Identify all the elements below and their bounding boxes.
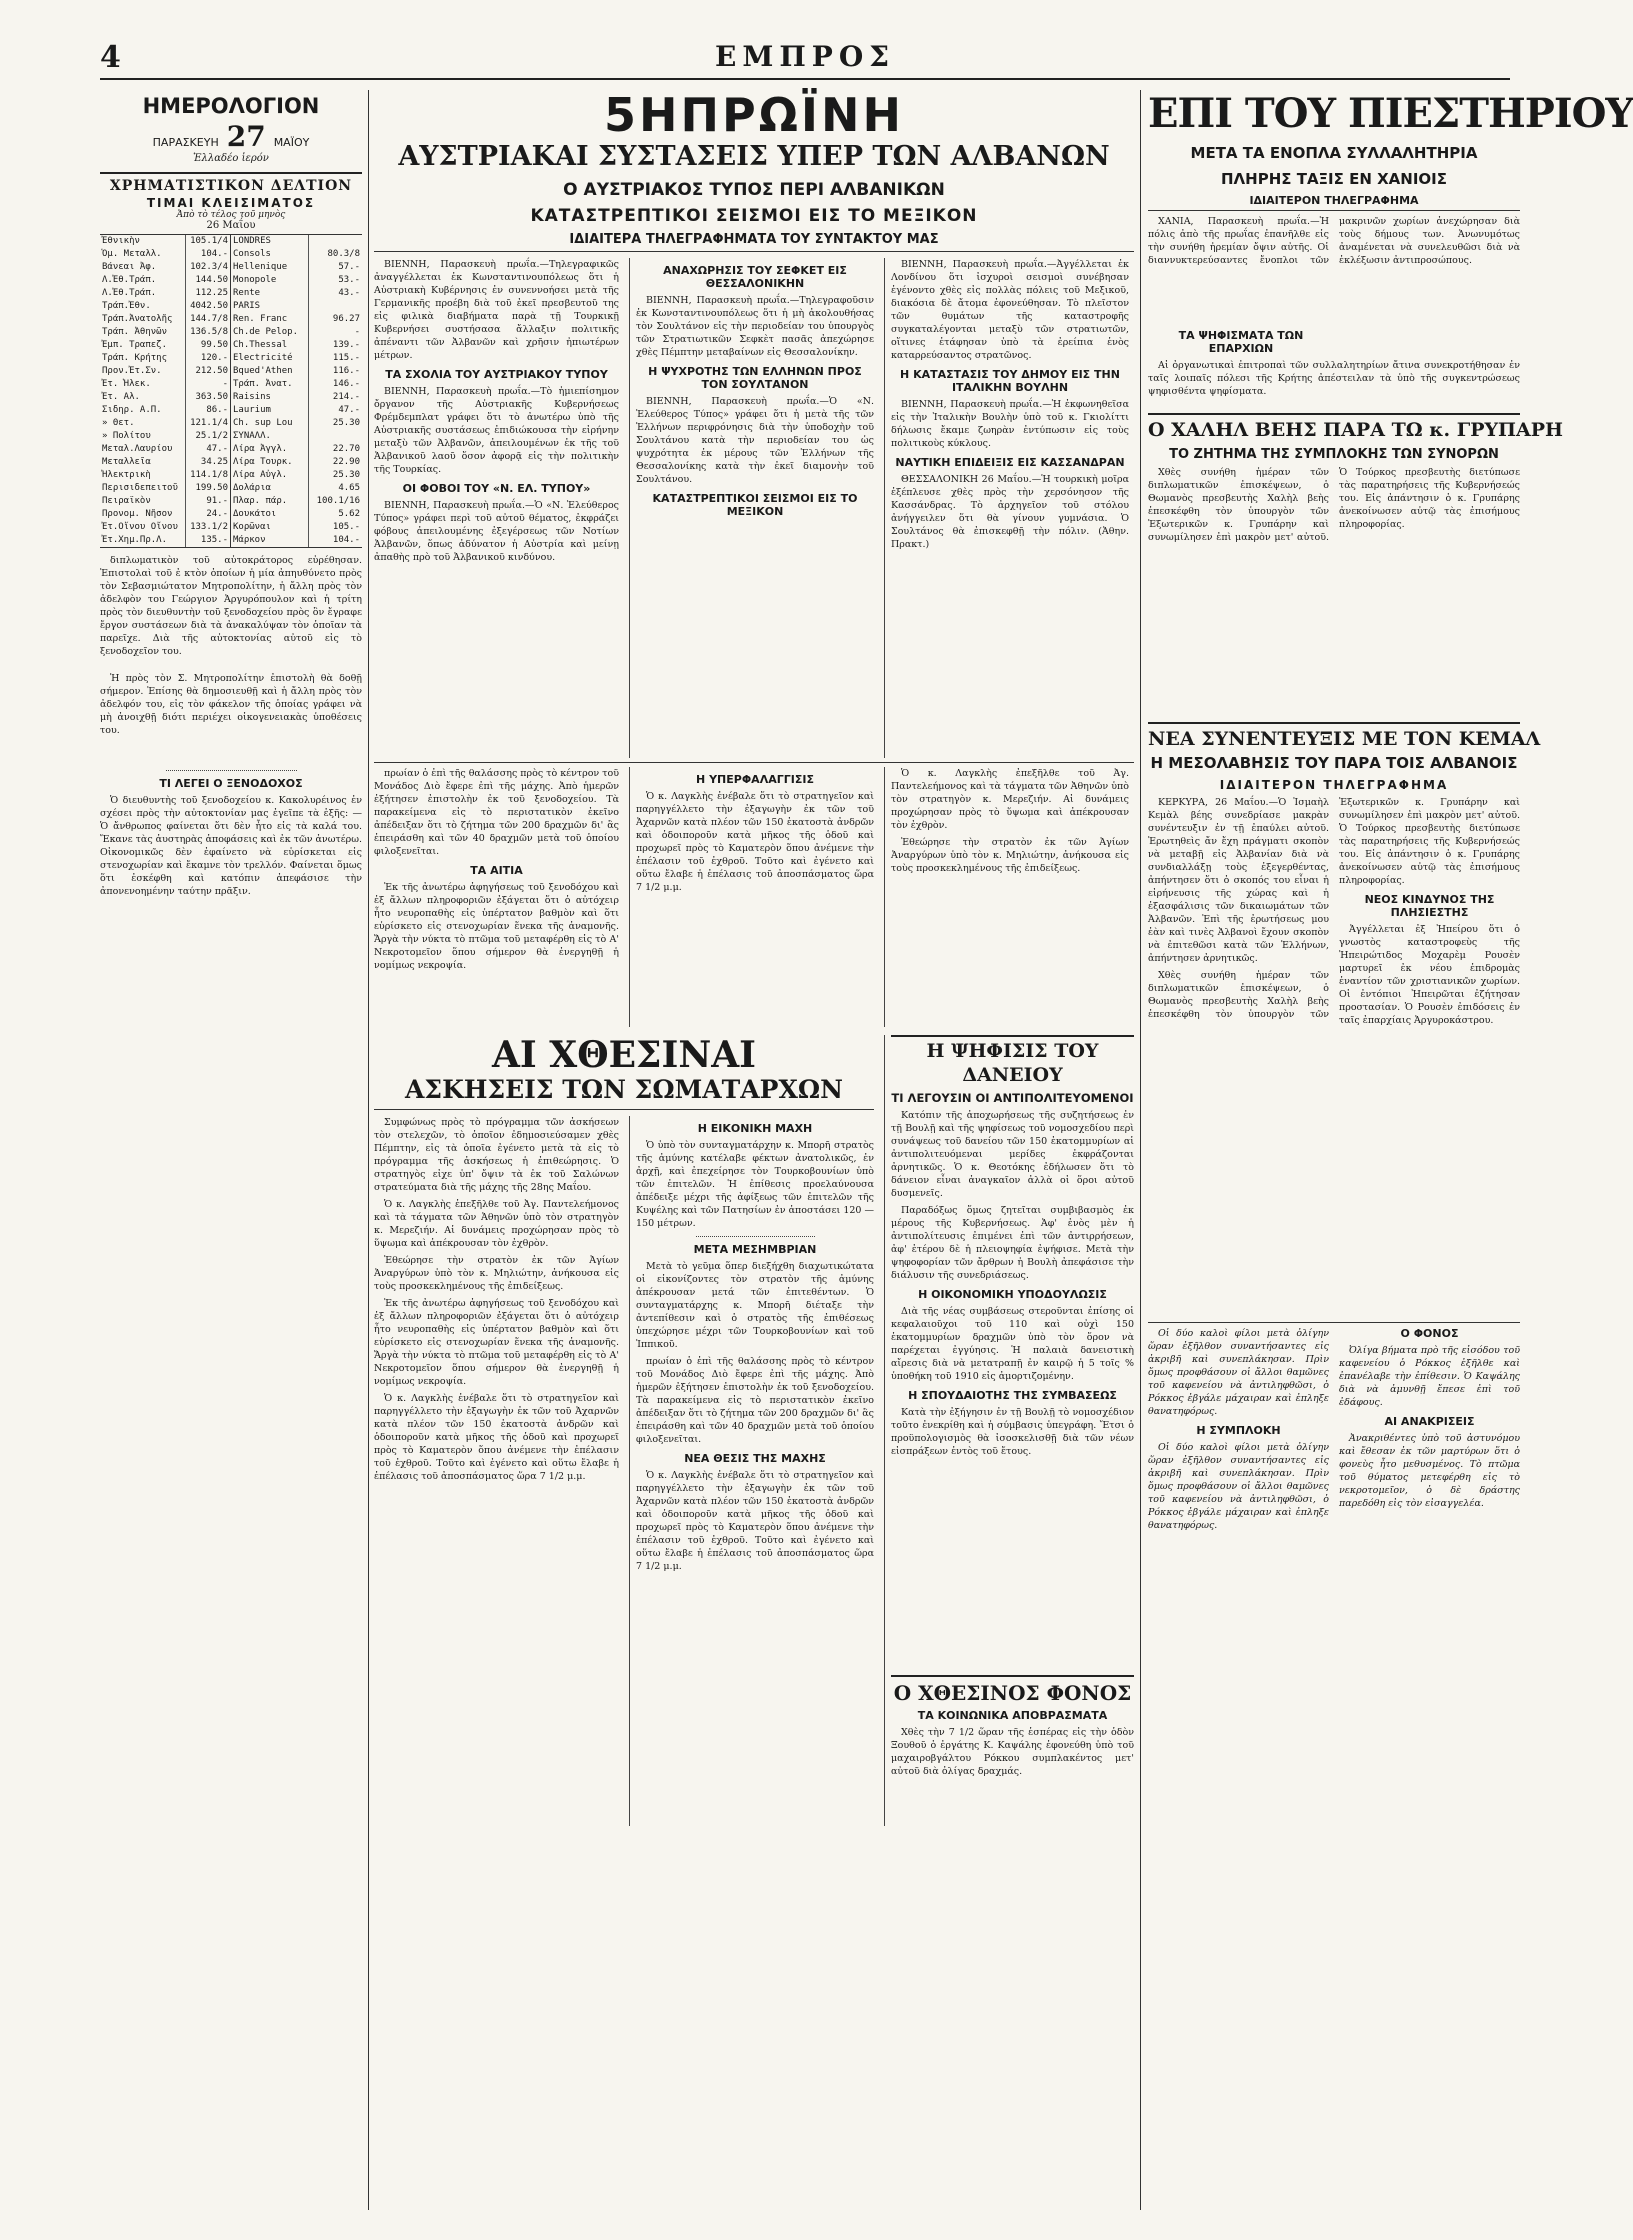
chania-paragraph: ΧΑΝΙΑ, Παρασκευὴ πρωΐα.—Ἡ πόλις ἀπὸ τῆς πρωΐας ἐπανῆλθε εἰς τὴν συνήθη ἠρεμίαν ὄψιν αὐτῆς. Οἱ διαννυκτερεύσαντες ἔνοπλοι τῶν μακρινῶν χωρίων ἀνεχώρησαν διὰ τοὺς δήμους των. Ἀνωνυμότως ἀναμένεται νὰ συνελευθῶσι διὰ νὰ ἐκλέξωσιν ἀντιπροσώπους. — [1148, 216, 1520, 266]
mesimvria-paragraph-2: πρωίαν ὁ ἐπὶ τῆς θαλάσσης πρὸς τὸ κέντρον τοῦ Μονάδος Διὸ ἔφερε ἐπὶ τῆς μάχης. Ἀπὸ ἡμερῶν ἐξήτησεν ἐπιστολὴν ἐκ τοῦ ξενοδοχείου. Τὰ παρακείμενα εἰς τὸ περιστατικὸν ἐκεῖνο ἀπέδειξαν ὅτι τὸ ζήτημα τῶν 200 δραχμῶν δι' ἃς ἐπειράσθη καὶ τῶν 40 δραχμῶν μετὰ τοῦ ὁποίου φιλοξενεῖται. — [636, 1356, 874, 1445]
market-price: 86.- — [206, 405, 228, 415]
market-price: 96.27 — [332, 314, 360, 324]
market-price: 47.- — [338, 405, 360, 415]
main-byline: ΙΔΙΑΙΤΕΡΑ ΤΗΛΕΓΡΑΦΗΜΑΤΑ ΤΟΥ ΣΥΝΤΑΚΤΟΥ ΜΑΣ — [374, 232, 1134, 252]
oikon-paragraph: Διὰ τῆς νέας συμβάσεως στεροῦνται ἐπίσης οἱ κεφαλαιοῦχοι τοῦ 110 καὶ οὐχὶ 150 ἑκατομμυρίων δραχμῶν ὑπὸ τὸν ὅρον νὰ παρέχεται ἐγγύησις. Ἡ παλαιὰ δανειστικὴ αἴρεσις διὰ νὰ μετατραπῇ ἐν καιρῷ ἡ 5 τοῖς % ὑποθήκη τοῦ 1910 εἰς ἀμορτιζομένην. — [891, 1306, 1134, 1382]
market-row — [100, 508, 231, 521]
main-sub1: Ο ΑΥΣΤΡΙΑΚΟΣ ΤΥΠΟΣ ΠΕΡΙ ΑΛΒΑΝΙΚΩΝ — [563, 180, 945, 200]
market-price: 5.62 — [338, 509, 360, 519]
market-price: 116.- — [332, 366, 360, 376]
subcol-e — [629, 767, 874, 1027]
market-row — [231, 417, 362, 430]
exercise-paragraph-5: Ὁ κ. Λαγκλὴς ἐνέβαλε ὅτι τὸ στρατηγεῖον καὶ παρηγγέλλετο τὴν ἐξαγωγὴν ἐκ τῶν τοῦ Ἀχαρνῶν κατὰ πλέον τῶν 150 ἑκατοστὰ ἀνδρῶν καὶ ὁδοιποροῦν κατὰ μῆκος τῆς ὁδοῦ καὶ προχωρεῖ πρὸς τὸ Καματερὸν ὅπου ἀνέμενε τὴν ἐπέλασιν τοῦ ἐχθροῦ. Τοῦτο καὶ ἐγένετο καὶ οὕτω ἔλαβε ἡ ἐπέλασις τοῦ ἀποσπάσματος ὥρα 7 1/2 μ.μ. — [374, 1393, 619, 1482]
market-price: 135.- — [200, 535, 228, 545]
market-subtitle: ΤΙΜΑΙ ΚΛΕΙΣΙΜΑΤΟΣ — [146, 196, 316, 210]
market-price: 199.50 — [195, 483, 228, 493]
kemal-title: ΝΕΑ ΣΥΝΕΝΤΕΥΞΙΣ ΜΕ ΤΟΝ ΚΕΜΑΛ — [1148, 722, 1520, 750]
market-price: 25.1/2 — [195, 431, 228, 441]
subcol-f — [884, 767, 1129, 1027]
market-name: Ἐτ. Αλ. — [100, 391, 185, 404]
calendar-title: ΗΜΕΡΟΛΟΓΙΟΝ — [142, 94, 320, 118]
market-price: 4.65 — [338, 483, 360, 493]
calendar-daynum: 27 — [226, 120, 266, 153]
market-name: Προν.Ἐτ.Σν. — [100, 365, 185, 378]
spoud-title: Η ΣΠΟΥΔΑΙΟΤΗΣ ΤΗΣ ΣΥΜΒΑΣΕΩΣ — [908, 1389, 1117, 1402]
loan-section — [884, 1035, 1134, 1826]
calendar-day: ΠΑΡΑΣΚΕΥΗ — [152, 136, 219, 149]
murder-title: Ο ΧΘΕΣΙΝΟΣ ΦΟΝΟΣ — [891, 1675, 1134, 1705]
calendar-month: ΜΑΪΟΥ — [273, 136, 310, 149]
story-austria-3: ΒΙΕΝΝΗ, Παρασκευὴ πρωΐα.—Ὁ «Ν. Ἐλεύθερος Τύπος» γράφει περὶ τοῦ αὐτοῦ θέματος, ἐκφράζει φόβους ἀπειλουμένης ἐξεγέρσεως τῶν Νοτίων Ἀλβανῶν, ὅπως ἀδύνατον ἡ Αὐστρία καὶ μείνῃ ἀπαθὴς πρὸ τοῦ Ἀλβανικοῦ κινδύνου. — [374, 500, 619, 563]
market-price: 22.90 — [332, 457, 360, 467]
exercise-title-2: ΑΣΚΗΣΕΙΣ ΤΩΝ ΣΩΜΑΤΑΡΧΩΝ — [374, 1075, 874, 1110]
market-price: 120.- — [200, 353, 228, 363]
market-name: Πειραϊκὸν — [100, 495, 185, 508]
market-price: 53.- — [338, 275, 360, 285]
murder-paragraph: Χθὲς τὴν 7 1/2 ὥραν τῆς ἑσπέρας εἰς τὴν ὁδὸν Ξουθοῦ ὁ ἐργάτης Κ. Καψάλης ἐφονεύθη ὑπὸ τοῦ μαχαιροβγάλτου Ρόκκου συμπλακέντος μετ' αὐτοῦ διὰ ὀλίγας δραχμάς. — [891, 1727, 1134, 1777]
suicide-paragraph-2: Ἡ πρὸς τὸν Σ. Μητροπολίτην ἐπιστολὴ θὰ δοθῇ σήμερον. Ἐπίσης θὰ δημοσιευθῇ καὶ ἡ ἄλλη πρὸς τὸν ἀδελφόν του, εἰς τὸν φάκελον τῆς ὁποίας γράφει νὰ μὴ ἀνοιχθῇ διότι περιέχει οἰκογενειακὰς ὑποθέσεις του. — [100, 673, 362, 736]
column-calendar — [100, 90, 362, 2210]
market-name: Rente — [231, 287, 309, 300]
hotel-paragraph: Ὁ διευθυντὴς τοῦ ξενοδοχείου κ. Κακολυρέινος ἐν σχέσει πρὸς τὴν αὐτοκτονίαν μας ἐγεῖπε τὰ ἑξῆς: — Ὁ ἄνθρωπος φαίνεται ὅτι δὲν ἦτο εἰς τὰ καλά του. Ἔκανε τὰς ἀυστηρὰς ἀποφάσεις καὶ ἐκ τῶν ἀνωτέρω. Οἰκονομικῶς δὲν ἐφαίνετο νὰ εὑρίσκεται εἰς στενοχωρίαν καὶ ἔκαμνε τὸν τρελλόν. Φαίνεται ὅμως ὅτι ἐσκέφθη καὶ κατόπιν ἀπεφάσισε τὴν ἀπονενοημένην ταύτην πρᾶξιν. — [100, 795, 362, 897]
market-price: - — [222, 379, 228, 389]
market-row — [231, 287, 362, 300]
halil-paragraph: Χθὲς συνήθη ἡμέραν τῶν διπλωματικῶν ἐπισκέψεων, ὁ Θωμανὸς πρεσβευτὴς Χαλὴλ βεὴς ἐπεσκέφθη τὸν ὑπουργὸν τῶν Ἐξωτερικῶν κ. Γρυπάρην καὶ συνωμίλησεν ἐπὶ μακρὸν μετ' αὐτοῦ. Ὁ Τούρκος πρεσβευτὴς διετύπωσε τὰς παρατηρήσεις τῆς Κυβερνήσεώς του. Εἰς ἀπάντησιν ὁ κ. Γρυπάρης ἀνεκοίνωσεν αὐτῷ τὰς ἐπισήμους πληροφορίας. — [1148, 467, 1520, 543]
market-name: » Θετ. — [100, 417, 185, 430]
nea-thesis-title: ΝΕΑ ΘΕΣΙΣ ΤΗΣ ΜΑΧΗΣ — [684, 1452, 826, 1465]
market-price: 212.50 — [195, 366, 228, 376]
market-name: Bqued'Athen — [231, 365, 309, 378]
market-row — [100, 287, 231, 300]
masthead: ΕΜΠΡΟΣ — [714, 40, 896, 73]
loan-paragraph-1: Κατόπιν τῆς ἀποχωρήσεως τῆς συζητήσεως ἐν τῇ Βουλῇ καὶ τῆς ψηφίσεως τοῦ νομοσχεδίου περὶ συνάψεως τοῦ δανείου τῶν 150 ἑκατομμυρίων αἱ ἀντιπολιτευόμεναι μερίδες ἐκφράζονται ἀρνητικῶς. Ὁ κ. Θεοτόκης ἐδήλωσεν ὅτι τὸ δάνειον εἶναι ἀναγκαῖον ἀλλὰ οἱ ὅροι αὐτοῦ δυσμενεῖς. — [891, 1110, 1134, 1199]
main-headline: ΑΥΣΤΡΙΑΚΑΙ ΣΥΣΤΑΣΕΙΣ ΥΠΕΡ ΤΩΝ ΑΛΒΑΝΩΝ — [398, 141, 1110, 172]
kindynos-title: ΝΕΟΣ ΚΙΝΔΥΝΟΣ ΤΗΣ ΠΛΗΣΙΕΣΤΗΣ — [1364, 893, 1495, 919]
market-row — [231, 404, 362, 417]
spoud-paragraph: Κατὰ τὴν ἐξήγησιν ἐν τῇ Βουλῇ τὸ νομοσχέδιον τοῦτο ἐνεκρίθη καὶ ἡ σύμβασις ὑπεγράφη. Ἔτσι ὁ προϋπολογισμὸς θὰ ἰσοσκελισθῇ διὰ τῶν νέων εἰσπράξεων ἐντὸς τοῦ ἔτους. — [891, 1407, 1134, 1457]
market-price: 105.- — [332, 522, 360, 532]
eikoniki-paragraph: Ὁ ὑπὸ τὸν συνταγματάρχην κ. Μπορῆ στρατὸς τῆς ἀμύνης κατέλαβε φέκτων ἀνατολικῶς, ἐν ἀρχῇ, καὶ ἐπεχείρησε τὸν Τουρκοβουνίων ὑπὸ τῶν ἐπιτελῶν. Ἡ ἐπίθεσις προελαύνουσα ἀπέδειξε μέχρι τῆς ἀφίξεως τῶν ἐπιτελῶν τῆς Κυψέλης καὶ τῶν Πατησίων ἐν ἀποστάσει 120 — 150 μέτρων. — [636, 1140, 874, 1229]
market-row — [231, 274, 362, 287]
story-earthquake-title: ΚΑΤΑΣΤΡΕΠΤΙΚΟΙ ΣΕΙΣΜΟΙ ΕΙΣ ΤΟ ΜΕΞΙΚΟΝ — [652, 492, 858, 518]
market-name: Ἐθνικὴν — [100, 235, 185, 248]
market-name: Προνομ. Νῆσον — [100, 508, 185, 521]
market-price: 80.3/8 — [327, 249, 360, 259]
anakr-title: ΑΙ ΑΝΑΚΡΙΣΕΙΣ — [1384, 1415, 1475, 1428]
market-row — [231, 482, 362, 495]
right-sub1: ΜΕΤΑ ΤΑ ΕΝΟΠΛΑ ΣΥΛΛΑΛΗΤΗΡΙΑ — [1190, 144, 1478, 162]
exercise-col-2 — [629, 1116, 874, 1826]
calendar-note: Ἑλλαδέο ἱερόν — [193, 153, 269, 164]
mesimvria-paragraph: Μετὰ τὸ γεῦμα ὅπερ διεξήχθη διαχωτικώτατα οἱ εἰκονίζοντες τὸν στρατὸν τῆς ἀμύνης ἀπέκρουσαν μετά τῶν ἐπιτεθέντων. Ὁ συνταγματάρχης κ. Μπορῆ διέταξε τὴν ἀντεπίθεσιν καὶ ὁ στρατὸς τῆς ἐπιθέσεως ὑπεχώρησε μέχρι τῶν Τουρκοβουνίων καὶ τοῦ Ἰππικοῦ. — [636, 1261, 874, 1350]
market-name: Hellenique — [231, 261, 309, 274]
market-row — [100, 261, 231, 274]
lower-right-story — [1148, 1327, 1520, 1747]
market-price: 24.- — [206, 509, 228, 519]
exercise-section — [374, 1035, 874, 1826]
market-price: 47.- — [206, 444, 228, 454]
mesimvria-title: ΜΕΤΑ ΜΕΣΗΜΒΡΙΑΝ — [693, 1243, 817, 1256]
market-title: ΧΡΗΜΑΤΙΣΤΙΚΟΝ ΔΕΛΤΙΟΝ — [109, 178, 353, 194]
market-name: Ch. sup Lou — [231, 417, 309, 430]
market-row — [100, 482, 231, 495]
market-row — [100, 352, 231, 365]
halil-subtitle: ΤΟ ΖΗΤΗΜΑ ΤΗΣ ΣΥΜΠΛΟΚΗΣ ΤΩΝ ΣΥΝΟΡΩΝ — [1169, 447, 1499, 462]
market-price: 114.1/8 — [190, 470, 228, 480]
market-name: Ren. Franc — [231, 313, 309, 326]
market-row — [100, 404, 231, 417]
right-byline: ΙΔΙΑΙΤΕΡΟΝ ΤΗΛΕΓΡΑΦΗΜΑ — [1148, 194, 1520, 211]
story-austria-title2: ΤΑ ΣΧΟΛΙΑ ΤΟΥ ΑΥΣΤΡΙΑΚΟΥ ΤΥΠΟΥ — [385, 368, 608, 381]
market-row — [231, 352, 362, 365]
columns — [100, 88, 1633, 2210]
story-austria-2: ΒΙΕΝΝΗ, Παρασκευὴ πρωΐα.—Τὸ ἡμιεπίσημον ὄργανον τῆς Αὐστριακῆς Κυβερνήσεως Φρέμδεμπλατ γράφει ὅτι τὸ ἀνωτέρω ὑπὸ τῆς Αὐστριακῆς συστάσεως ἐπιδιώκουσα τὴν εἰρήνην μεταξὺ τῶν Ἀλβανῶν, ἀπειλουμένων ἐκ τῆς τοῦ Ἀλβανικοῦ λαοῦ ὅσον ἀφορᾷ εἰς τὴν πολιτικὴν τῆς Τουρκίας. — [374, 386, 619, 475]
market-price: 105.1/4 — [190, 236, 228, 246]
eikoniki-title: Η ΕΙΚΟΝΙΚΗ ΜΑΧΗ — [697, 1122, 813, 1135]
market-row — [231, 495, 362, 508]
exercise-paragraph-3: Ἐθεώρησε τὴν στρατὸν ἐκ τῶν Ἀγίων Ἀναργύρων ὑπὸ τὸν κ. Μηλιώτην, ἀνήκουσα εἰς τοὺς προσκεκλημένους τῆς ἐπιδείξεως. — [374, 1255, 619, 1292]
story-hotel-cont: πρωίαν ὁ ἐπὶ τῆς θαλάσσης πρὸς τὸ κέντρον τοῦ Μονάδος Διὸ ἔφερε ἐπὶ τῆς μάχης. Ἀπὸ ἡμερῶν ἐξήτησεν ἐπιστολὴν ἐκ τοῦ ξενοδοχείου. Τὰ παρακείμενα εἰς τὸ περιστατικὸν ἐκεῖνο ἀπέδειξαν ὅτι τὸ ζήτημα τῶν 200 δραχμῶν δι' ἃς ἐπειράσθη καὶ τῶν 40 δραχμῶν μετὰ τοῦ ὁποίου φιλοξενεῖται. — [374, 768, 619, 857]
story-psychrotis: ΒΙΕΝΝΗ, Παρασκευὴ πρωΐα.—Ὁ «Ν. Ἐλεύθερος Τύπος» γράφει ὅτι ἡ μετὰ τῆς τῶν Ἑλλήνων περιφρόνησις διὰ τὴν ὑποδοχὴν τοῦ Σουλτάνου κατὰ τὴν περιοδείαν του ὡς ψυχρότητα ἐκ μέρους τῶν Ἑλλήνων τῆς Θεσσαλονίκης κατὰ τὴν ἐκεῖ διαμονὴν τοῦ Σουλτάνου. — [636, 396, 874, 485]
market-row — [231, 391, 362, 404]
kicker-headline: 5ΗΠΡΩΪΝΗ — [604, 88, 904, 142]
market-name: » Πολίτου — [100, 430, 185, 443]
story-hyperfal-title: Η ΥΠΕΡΦΑΛΑΓΓΙΣΙΣ — [696, 773, 814, 786]
market-price: 100.1/16 — [316, 496, 360, 506]
market-price — [309, 235, 362, 248]
market-row — [100, 326, 231, 339]
hotel-story — [100, 794, 362, 999]
market-price: 104.- — [332, 535, 360, 545]
market-name: Βάνεαι Ἀφ. — [100, 261, 185, 274]
market-price: 121.1/4 — [190, 418, 228, 428]
market-price: 146.- — [332, 379, 360, 389]
market-row — [231, 521, 362, 534]
market-name: Μεταλ.Λαυρίου — [100, 443, 185, 456]
market-table-right — [231, 235, 362, 547]
story-hyperfal-cont: Ὁ κ. Λαγκλὴς ἐπεξῆλθε τοῦ Ἀγ. Παντελεήμονος καὶ τὰ τάγματα τῶν Ἀθηνῶν ὑπὸ τὸν στρατηγὸν κ. Μερεζιήν. Αἱ δυνάμεις προχώρησαν πρὸς τὸ ὕψωμα καὶ ἀπέκρουσαν τὸν ἐχθρὸν. — [891, 768, 1129, 831]
market-name: Τράπ.Ἀνατολῆς — [100, 313, 185, 326]
market-price: 363.50 — [195, 392, 228, 402]
story-earthquake: ΒΙΕΝΝΗ, Παρασκευὴ πρωΐα.—Ἀγγέλλεται ἐκ Λονδίνου ὅτι ἰσχυροὶ σεισμοὶ συνέβησαν ἐγένοντο χθὲς εἰς πολλὰς πόλεις τοῦ Μεξικοῦ, διακόσια δὲ ἄτομα ἐφονεύθησαν. Τὸ πλεῖστον τῶν θυμάτων τῆς καταστροφῆς συγκαταλέγονται μεταξὺ τῶν στρατιωτῶν, οἵτινες ἐτάφησαν ὑπὸ τὰ ἐρείπια ἑνὸς καταρρεύσαντος στρατῶνος. — [891, 259, 1129, 361]
market-name: Λ.Ἐθ.Τράπ. — [100, 274, 185, 287]
story-hyperfal-cont2: Ἐθεώρησε τὴν στρατὸν ἐκ τῶν Ἀγίων Ἀναργύρων ὑπὸ τὸν κ. Μηλιώτην, ἀνήκουσα εἰς τοὺς προσκεκλημένους τῆς ἐπιδείξεως. — [891, 837, 1129, 874]
market-row — [100, 248, 231, 261]
market-name: Λίρα Ἀγγλ. — [231, 443, 309, 456]
market-price: 144.50 — [195, 275, 228, 285]
lower-right-paragraph-1: Οἱ δύο καλοὶ φίλοι μετὰ ὀλίγην ὥραν ἐξῆλθον συναντήσαντες εἰς ἀκριβῆ καὶ συνεπλάκησαν. Πρὶν ὅμως προφθάσουν οἱ ἄλλοι θαμῶνες τοῦ καφενείου νὰ ἀντιληφθῶσι, ὁ Ρόκκος ἐβγάλε μάχαιραν καὶ ἐπληξε θανατηφόρως. — [1148, 1328, 1329, 1417]
market-name: Ἐμπ. Τραπεζ. — [100, 339, 185, 352]
market-row — [231, 313, 362, 326]
market-row — [100, 456, 231, 469]
market-price: 25.30 — [332, 470, 360, 480]
market-price — [309, 430, 362, 443]
market-row — [231, 339, 362, 352]
market-name: LONDRES — [231, 235, 309, 248]
loan-subtitle: ΤΙ ΛΕΓΟΥΣΙΝ ΟΙ ΑΝΤΙΠΟΛΙΤΕΥΟΜΕΝΟΙ — [891, 1091, 1134, 1105]
market-price: 136.5/8 — [190, 327, 228, 337]
market-row — [100, 495, 231, 508]
psifismata-paragraph: Αἱ ὀργανωτικαὶ ἐπιτροπαὶ τῶν συλλαλητηρίων ἄτινα συνεκροτήθησαν ἐν ταῖς λοιπαῖς πόλεσι τῆς Κρήτης ἀπέστειλαν τὰ ὑπὸ τῆς συγκεντρώσεως ψηφισθέντα ψηφίσματα. — [1148, 360, 1520, 397]
story-psychrotis-title: Η ΨΥΧΡΟΤΗΣ ΤΩΝ ΕΛΛΗΝΩΝ ΠΡΟΣ ΤΟΝ ΣΟΥΛΤΑΝΟΝ — [648, 365, 862, 391]
market-row — [231, 235, 362, 248]
market-name: Ch.de Pelop. — [231, 326, 309, 339]
market-name: ΣΥΝΑΛΛ. — [231, 430, 309, 443]
market-row — [100, 378, 231, 391]
market-row — [231, 326, 362, 339]
exercise-col-1 — [374, 1116, 619, 1826]
halil-story — [1148, 466, 1520, 716]
suicide-paragraph-1: διπλωματικὸν τοῦ αὐτοκράτορος εὑρέθησαν. Ἐπιστολαὶ τοῦ ἐ κτὸν ὁποίων ἡ μία ἀπηυθύνετο πρὸς τὸν Σεβασμιώτατον Μητροπολίτην, ἡ ἄλλη πρὸς τὸν ἀδελφὸν του Γεώργιον Ἀργυρόπουλον καὶ ἡ τρίτη πρὸς τὸν διευθυντὴν τοῦ ξενοδοχείου πρὸς ὃν ἔγραφε ἔργον συστάσεων διὰ τὰ ἀνακαλύψαν τὸν ὁποῖαν τὰ παρεῖχε. Διὰ τῆς αὐτοκτονίας αὐτοῦ εἰς τὸ ξενοδοχεῖον του. — [100, 555, 362, 657]
halil-title: Ο ΧΑΛΗΛ ΒΕΗΣ ΠΑΡΑ ΤΩ κ. ΓΡΥΠΑΡΗ — [1148, 413, 1520, 441]
page-number: 4 — [100, 40, 121, 75]
market-name: Ἐτ. Ἡλεκ. — [100, 378, 185, 391]
market-price: 91.- — [206, 496, 228, 506]
market-table — [100, 234, 362, 548]
market-name: Λίρα Αὐγλ. — [231, 469, 309, 482]
market-price: 102.3/4 — [190, 262, 228, 272]
market-row — [100, 534, 231, 547]
market-name: Ἐτ.Οἴνου Οἴνου — [100, 521, 185, 534]
psifismata-story — [1148, 359, 1520, 405]
market-name: Λίρα Τουρκ. — [231, 456, 309, 469]
market-name: Raisins — [231, 391, 309, 404]
market-row — [231, 469, 362, 482]
exercise-paragraph-1: Συμφώνως πρὸς τὸ πρόγραμμα τῶν ἀσκήσεων τὸν στελεχῶν, τὸ ὁποῖον ἐδημοσιεύσαμεν χθὲς Πέμπτην, εἰς τὰ ὁποῖα ἐγένετο μετὰ τὰ εἰς τὸ πρόγραμμα τῆς ἀσκήσεως ἡ ἐπιθεώρησις. Ὁ στρατηγὸς εἰχε ὑπ' ὄψιν τὰ ἐκ τοῦ Σαλώνων στρατεύματα διὰ τῆς μάχης τῆς 28ης Μαΐου. — [374, 1117, 619, 1193]
suicide-story — [100, 554, 362, 672]
market-name: Ch.Thessal — [231, 339, 309, 352]
market-table-left — [100, 235, 231, 547]
market-row — [231, 300, 362, 313]
market-price: 133.1/2 — [190, 522, 228, 532]
subcol-c — [884, 258, 1129, 758]
kemal-paragraph-2: Χθὲς συνήθη ἡμέραν τῶν διπλωματικῶν ἐπισκέψεων, ὁ Θωμανὸς πρεσβευτὴς Χαλὴλ βεὴς ἐπεσκέφθη τὸν ὑπουργὸν τῶν Ἐξωτερικῶν κ. Γρυπάρην καὶ συνωμίλησεν ἐπὶ μακρὸν μετ' αὐτοῦ. Ὁ Τούρκος πρεσβευτὴς διετύπωσε τὰς παρατηρήσεις τῆς Κυβερνήσεώς του. Εἰς ἀπάντησιν ὁ κ. Γρυπάρης ἀνεκοίνωσεν αὐτῷ τὰς ἐπισήμους πληροφορίας. — [1148, 797, 1520, 1020]
exercise-paragraph-2: Ὁ κ. Λαγκλὴς ἐπεξῆλθε τοῦ Ἀγ. Παντελεήμονος καὶ τὰ τάγματα τῶν Ἀθηνῶν ὑπὸ τὸν στρατηγὸν κ. Μερεζιήν. Αἱ δυνάμεις προχώρησαν πρὸς τὸ ὕψωμα καὶ ἀπέκρουσαν τὸν ἐχθρὸν. — [374, 1199, 619, 1249]
market-name: PARIS — [231, 300, 309, 313]
market-name: Λ.Ἐθ.Τράπ. — [100, 287, 185, 300]
market-price: 4042.50 — [190, 301, 228, 311]
market-row — [100, 521, 231, 534]
market-row — [231, 430, 362, 443]
right-sub2: ΠΛΗΡΗΣ ΤΑΞΙΣ ΕΝ ΧΑΝΙΟΙΣ — [1220, 170, 1447, 188]
market-name: Δουκάτοι — [231, 508, 309, 521]
lower-grid — [374, 1035, 1134, 1826]
market-name: Monopole — [231, 274, 309, 287]
market-row — [100, 443, 231, 456]
story-sefket-title: ΑΝΑΧΩΡΗΣΙΣ ΤΟΥ ΣΕΦΚΕΤ ΕΙΣ ΘΕΣΣΑΛΟΝΙΚΗΝ — [663, 264, 847, 290]
right-headline: ΕΠΙ ΤΟΥ ΠΙΕΣΤΗΡΙΟΥ — [1148, 90, 1633, 137]
market-price — [309, 300, 362, 313]
kemal-byline: ΙΔΙΑΙΤΕΡΟΝ ΤΗΛΕΓΡΑΦΗΜΑ — [1219, 778, 1449, 792]
market-row — [100, 365, 231, 378]
market-row — [231, 248, 362, 261]
story-aitia: Ἐκ τῆς ἀνωτέρω ἀφηγήσεως τοῦ ξενοδόχου καὶ ἐξ ἄλλων πληροφοριῶν ἐξάγεται ὅτι ὁ αὐτόχειρ ἦτο νευροπαθὴς εἰς ὑπέρτατον βαθμὸν καὶ ὅτι εὑρίσκετο εἰς στενοχωρίαν ἕνεκα τῆς ἀναμονῆς. Ἄργὰ τὴν νύκτα τὸ πτῶμα τοῦ μεταφέρθη εἰς τὸ Α' Νεκροτομεῖον ὅπου σήμερον θὰ ἐνεργηθῇ ἡ νομίμως νεκροψία. — [374, 882, 619, 971]
market-price: 22.70 — [332, 444, 360, 454]
market-row — [100, 313, 231, 326]
market-price: - — [354, 327, 360, 337]
market-name: Ἐτ.Χημ.Πρ.Λ. — [100, 534, 185, 547]
market-row — [100, 430, 231, 443]
story-kassandra-title: ΝΑΥΤΙΚΗ ΕΠΙΔΕΙΞΙΣ ΕΙΣ ΚΑΣΣΑΝΔΡΑΝ — [895, 456, 1125, 469]
suicide-story-2 — [100, 672, 362, 764]
fonos-paragraph: Ὀλίγα βήματα πρὸ τῆς εἰσόδου τοῦ καφενείου ὁ Ρόκκος ἐξῆλθε καὶ ἐπανέλαβε τὴν ἐπίθεσιν. Ὁ Καψάλης διὰ νὰ ἀμυνθῇ ἔπεσε ἐπὶ τοῦ ἐδάφους. — [1339, 1345, 1520, 1408]
psifismata-title: ΤΑ ΨΗΦΙΣΜΑΤΑ ΤΩΝ ΕΠΑΡΧΙΩΝ — [1178, 329, 1304, 355]
market-row — [100, 274, 231, 287]
kemal-subtitle: Η ΜΕΣΟΛΑΒΗΣΙΣ ΤΟΥ ΠΑΡΑ ΤΟΙΣ ΑΛΒΑΝΟΙΣ — [1150, 754, 1518, 772]
running-head — [100, 40, 1510, 80]
calendar-date — [100, 120, 362, 153]
market-row — [231, 378, 362, 391]
hotel-title: ΤΙ ΛΕΓΕΙ Ο ΞΕΝΟΔΟΧΟΣ — [159, 777, 303, 790]
market-row — [231, 443, 362, 456]
market-name: Κορῶναι — [231, 521, 309, 534]
story-aitia-title: ΤΑ ΑΙΤΙΑ — [470, 864, 523, 877]
market-price: 34.25 — [200, 457, 228, 467]
anakr-paragraph: Ἀνακριθέντες ὑπὸ τοῦ ἀστυνόμου καὶ ἔθεσαν ἐκ τῶν μαρτύρων ὅτι ὁ φονεὺς ἦτο μεθυσμένος. Τὸ πτῶμα τοῦ θύματος μετεφέρθη εἰς τὸ νεκροτομεῖον, ὁ δὲ δράστης παρεδόθη εἰς τὸν εἰσαγγελέα. — [1339, 1433, 1520, 1509]
subcol-d — [374, 767, 619, 1027]
main-sub2: ΚΑΤΑΣΤΡΕΠΤΙΚΟΙ ΣΕΙΣΜΟΙ ΕΙΣ ΤΟ ΜΕΞΙΚΟΝ — [530, 206, 978, 226]
market-name: Μάρκον — [231, 534, 309, 547]
market-name: Electricité — [231, 352, 309, 365]
market-name: Περισιδεπειτοῦ — [100, 482, 185, 495]
market-price: 104.- — [200, 249, 228, 259]
market-row — [100, 469, 231, 482]
market-name: Τράπ.Ἐθν. — [100, 300, 185, 313]
story-hyperfal: Ὁ κ. Λαγκλὴς ἐνέβαλε ὅτι τὸ στρατηγεῖον καὶ παρηγγέλλετο τὴν ἐξαγωγὴν ἐκ τῶν τοῦ Ἀχαρνῶν κατὰ πλέον τῶν 150 ἑκατοστὰ ἀνδρῶν καὶ ὁδοιποροῦν κατὰ μῆκος τῆς ὁδοῦ καὶ προχωρεῖ πρὸς τὸ Καματερὸν ὅπου ἀνέμενε τὴν ἐπέλασιν τοῦ ἐχθροῦ. Τοῦτο καὶ ἐγένετο καὶ οὕτω ἔλαβε ἡ ἐπέλασις τοῦ ἀποσπάσματος ὥρα 7 1/2 μ.μ. — [636, 791, 874, 893]
market-price: 112.25 — [195, 288, 228, 298]
story-sefket: ΒΙΕΝΝΗ, Παρασκευὴ πρωΐα.—Τηλεγραφοῦσιν ἐκ Κωνσταντινουπόλεως ὅτι ἡ μὴ ἀκολουθήσας τὸν Σουλτάνον εἰς τὴν περιοδείαν του ὑπουργὸς τῶν Στρατιωτικῶν Σεφκὲτ πασᾶς ἀπεχώρησε χθὲς Πέμπτην μεταβαίνων εἰς Θεσσαλονίκην. — [636, 295, 874, 358]
sympl-paragraph: Οἱ δύο καλοὶ φίλοι μετὰ ὀλίγην ὥραν ἐξῆλθον συναντήσαντες εἰς ἀκριβῆ καὶ συνεπλάκησαν. Πρὶν ὅμως προφθάσουν οἱ ἄλλοι θαμῶνες τοῦ καφενείου νὰ ἀντιληφθῶσι, ὁ Ρόκκος ἐβγάλε μάχαιραν καὶ ἐπληξε θανατηφόρως. — [1148, 1442, 1329, 1531]
loan-title: Η ΨΗΦΙΣΙΣ ΤΟΥ ΔΑΝΕΙΟΥ — [891, 1035, 1134, 1087]
column-right — [1148, 90, 1633, 2210]
market-name: Μεταλλεῖα — [100, 456, 185, 469]
middle-grid — [374, 767, 1134, 1027]
market-row — [231, 534, 362, 547]
column-main — [374, 90, 1134, 2210]
story-austria: ΒΙΕΝΝΗ, Παρασκευὴ πρωΐα.—Τηλεγραφικῶς ἀναγγέλλεται ἐκ Κωνσταντινουπόλεως ὅτι ἡ Αὐστριακὴ Κυβέρνησις ἐν συνεννοήσει μετὰ τῆς Γερμανικῆς προέβη διὰ τοῦ ἐκεῖ πρεσβευτοῦ της εἰς φιλικὰ διαβήματα παρὰ τῇ Τουρκικῇ Κυβερνήσει συστήσασα ἄλλαξιν πολιτικῆς ἀπέναντι τῶν Ἀλβανῶν καὶ χρῆσιν ἠπιωτέρων μέτρων. — [374, 259, 619, 361]
market-row — [100, 339, 231, 352]
kemal-story — [1148, 796, 1520, 1316]
subcol-a — [374, 258, 619, 758]
market-name: Ἠλεκτρικὴ — [100, 469, 185, 482]
market-row — [100, 391, 231, 404]
market-row — [231, 365, 362, 378]
market-name: Τράπ. Κρήτης — [100, 352, 185, 365]
market-price: 43.- — [338, 288, 360, 298]
subcol-b — [629, 258, 874, 758]
market-row — [100, 300, 231, 313]
exercise-cols — [374, 1116, 874, 1826]
fonos-title: Ο ΦΟΝΟΣ — [1400, 1327, 1459, 1340]
kindynos-paragraph: Ἀγγέλλεται ἐξ Ἠπείρου ὅτι ὁ γνωστὸς καταστροφεὺς τῆς Ἠπειρώτιδος Μοχαρὲμ Ρουσὲν μαρτυρεῖ ἐκ νέου ἐπιδρομὰς ἐναντίον τῶν χριστιανικῶν χωρίων. Οἱ ἐντόπιοι Ἠπειρῶται ἐζήτησαν προστασίαν. Ὁ Ρουσὲν ἐπιδόσεις ἐν ταῖς ἐπαρχίαις Ἀργυροκάστρου. — [1339, 924, 1520, 1026]
exercise-paragraph-4: Ἐκ τῆς ἀνωτέρω ἀφηγήσεως τοῦ ξενοδόχου καὶ ἐξ ἄλλων πληροφοριῶν ἐξάγεται ὅτι ὁ αὐτόχειρ ἦτο νευροπαθὴς εἰς ὑπέρτατον βαθμὸν καὶ ὅτι εὑρίσκετο εἰς στενοχωρίαν ἕνεκα τῆς ἀναμονῆς. Ἄργὰ τὴν νύκτα τὸ πτῶμα τοῦ μεταφέρθη εἰς τὸ Α' Νεκροτομεῖον ὅπου σήμερον θὰ ἐνεργηθῇ ἡ νομίμως νεκροψία. — [374, 1298, 619, 1387]
market-name: Δολάρια — [231, 482, 309, 495]
oikon-title: Η ΟΙΚΟΝΟΜΙΚΗ ΥΠΟΔΟΥΛΩΣΙΣ — [918, 1288, 1107, 1301]
upper-grid — [374, 258, 1134, 758]
market-name: Σιδηρ. Α.Π. — [100, 404, 185, 417]
story-kassandra: ΘΕΣΣΑΛΟΝΙΚΗ 26 Μαΐου.—Ἡ τουρκικὴ μοῖρα ἐξέπλευσε χθὲς πρὸς τὴν χερσόνησον τῆς Κασσάνδρας. Τὸ ἀρχηγεῖον τοῦ στόλου ἀνήγγειλεν ὅτι θὰ γίνουν γυμνάσια. Ὁ Σουλτάνος θὰ ἐπισκεφθῇ τὴν πόλιν. (Ἀθην. Πρακτ.) — [891, 474, 1129, 550]
murder-story — [891, 1726, 1134, 1806]
market-name: Laurium — [231, 404, 309, 417]
market-price: 25.30 — [332, 418, 360, 428]
market-row — [231, 261, 362, 274]
market-row — [100, 417, 231, 430]
market-row — [100, 235, 231, 248]
nea-thesis-paragraph: Ὁ κ. Λαγκλὴς ἐνέβαλε ὅτι τὸ στρατηγεῖον καὶ παρηγγέλλετο τὴν ἐξαγωγὴν ἐκ τῶν τοῦ Ἀχαρνῶν κατὰ πλέον τῶν 150 ἑκατοστὰ ἀνδρῶν καὶ ὁδοιποροῦν κατὰ μῆκος τῆς ὁδοῦ καὶ προχωρεῖ πρὸς τὸ Καματερὸν ὅπου ἀνέμενε τὴν ἐπέλασιν τοῦ ἐχθροῦ. Τοῦτο καὶ ἐγένετο καὶ οὕτω ἔλαβε ἡ ἐπέλασις τοῦ ἀποσπάσματος ὥρα 7 1/2 μ.μ. — [636, 1470, 874, 1572]
market-name: Ὁμ. Μεταλλ. — [100, 248, 185, 261]
market-name: Τράπ. Ἀνατ. — [231, 378, 309, 391]
story-italy-title: Η ΚΑΤΑΣΤΑΣΙΣ ΤΟΥ ΔΗΜΟΥ ΕΙΣ ΤΗΝ ΙΤΑΛΙΚΗΝ ΒΟΥΛΗΝ — [900, 368, 1120, 394]
sympl-title: Η ΣΥΜΠΛΟΚΗ — [1196, 1424, 1281, 1437]
loan-paragraph-2: Παραδόξως ὅμως ζητεῖται συμβιβασμὸς ἐκ μέρους τῆς Κυβερνήσεως. Ἀφ' ἑνὸς μὲν ἡ ἀντιπολίτευσις ἐπιμένει ἐπὶ τῶν ἀντιρρήσεων, ἀφ' ἑτέρου δὲ ἡ πλειοψηφία ἐψήφισε. Μετὰ τὴν ψηφοφορίαν τῶν ἄρθρων ἡ Βουλὴ ἀπεφάσισε τὴν διάλυσιν τῆς συνεδριάσεως. — [891, 1205, 1134, 1281]
market-name: Consols — [231, 248, 309, 261]
market-price: 99.50 — [200, 340, 228, 350]
market-row — [231, 508, 362, 521]
exercise-title-1: ΑΙ ΧΘΕΣΙΝΑΙ — [491, 1034, 756, 1076]
market-date: 26 Μαΐου — [206, 220, 256, 231]
story-italy: ΒΙΕΝΝΗ, Παρασκευὴ πρωΐα.—Ἡ ἐκφωνηθεῖσα εἰς τὴν Ἰταλικὴν Βουλὴν ὑπὸ τοῦ κ. Γκιολίττι δήλωσις ἔκαμε ζωηρὰν ἐντύπωσιν εἰς τοὺς πολιτικοὺς κύκλους. — [891, 399, 1129, 449]
market-price: 57.- — [338, 262, 360, 272]
market-name: Τράπ. Ἀθηνῶν — [100, 326, 185, 339]
kemal-paragraph: ΚΕΡΚΥΡΑ, 26 Μαΐου.—Ὁ Ἰσμαὴλ Κεμὰλ βέης συνεδρίασε μακρὰν συνέντευξιν ἐν τῇ ἐπαύλει αὐτοῦ. Ἐρωτηθεὶς ἄν ἔχη πράγματι σκοπὸν νὰ μεταβῇ εἰς Ἀλβανίαν διὰ νὰ συνδιαλλάξῃ τοὺς ἐξεγερθέντας, ἀπήντησεν ὅτι ὁ σκοπός του εἶναι ἡ εἰρήνευσις τῆς χώρας καὶ ἡ ἐξασφάλισις τῶν δικαιωμάτων τῶν Ἀλβανῶν. Ἐπὶ τῆς ἐρωτήσεως μου ἐὰν καὶ τινὲς Ἀλβανοὶ ἔχουν σκοπὸν νὰ ἐπιτεθῶσι κατὰ τῶν Ἑλλήνων, ἀπήντησεν ἀρνητικῶς. — [1148, 797, 1329, 964]
story-austria-title3: ΟΙ ΦΟΒΟΙ ΤΟΥ «Ν. ΕΛ. ΤΥΠΟΥ» — [402, 482, 591, 495]
market-price: 115.- — [332, 353, 360, 363]
market-note: Ἀπὸ τὸ τέλος τοῦ μηνὸς — [176, 210, 286, 220]
market-price: 144.7/8 — [190, 314, 228, 324]
loan-story — [891, 1109, 1134, 1669]
chania-story — [1148, 215, 1520, 323]
market-row — [231, 456, 362, 469]
market-price: 214.- — [332, 392, 360, 402]
market-name: Πλαρ. πάρ. — [231, 495, 309, 508]
market-price: 139.- — [332, 340, 360, 350]
murder-subtitle: ΤΑ ΚΟΙΝΩΝΙΚΑ ΑΠΟΒΡΑΣΜΑΤΑ — [917, 1709, 1108, 1722]
